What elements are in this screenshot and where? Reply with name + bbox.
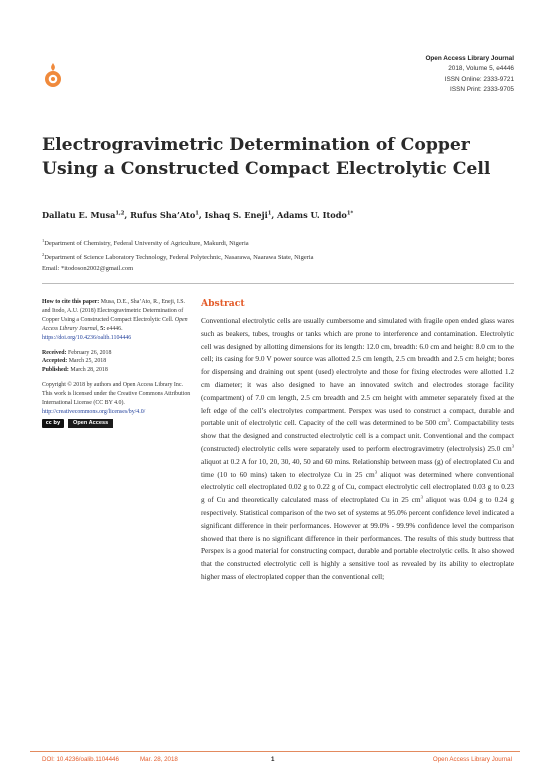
- cite-volume: 5:: [100, 325, 106, 332]
- footer-doi[interactable]: DOI: 10.4236/oalib.1104446: [42, 756, 119, 763]
- license-link[interactable]: http://creativecommons.org/licenses/by/4.0/: [42, 408, 146, 415]
- author-name: Dallatu E. Musa: [42, 210, 116, 220]
- accepted-label: Accepted:: [42, 358, 68, 365]
- abstract-body: [201, 315, 514, 584]
- author-affiliation-mark: 1*: [346, 210, 354, 217]
- affiliation-number: 1: [42, 238, 45, 243]
- received-value: February 26, 2018: [68, 349, 112, 356]
- footer-divider: [30, 751, 520, 752]
- received-date: [42, 349, 194, 358]
- affiliation-text: Department of Science Laboratory Technology, Federal Polytechnic, Nasarawa, Naarawa State, Nigeria: [44, 253, 314, 261]
- cite-label: How to cite this paper:: [42, 299, 100, 305]
- issn-online: ISSN Online: 2333-9721: [444, 75, 514, 83]
- cc-by-icon: cc by: [42, 419, 64, 428]
- author-name: Rufus Sha’Ato: [130, 210, 196, 220]
- journal-logo-icon: [42, 62, 64, 88]
- affiliation-line: [42, 236, 314, 250]
- author-separator: ,: [271, 210, 278, 220]
- published-date: [42, 366, 194, 375]
- cite-text: Musa, D.E., Sha’Ato, R., Eneji, I.S. and Itodo, A.U. (2018) Electrogravimetric Determination of Copper Using a Constructed Compact Electrolytic Cell.: [42, 299, 186, 323]
- page-number: 1: [271, 756, 275, 763]
- license-badges: [42, 419, 194, 428]
- author-separator: ,: [198, 210, 205, 220]
- license-notice: This work is licensed under the Creative Commons Attribution International License (CC BY 4.0).: [42, 391, 191, 407]
- author-name: Adams U. Itodo: [277, 210, 347, 220]
- accepted-date: [42, 357, 194, 366]
- citation-block: [42, 298, 194, 343]
- footer-journal-name: Open Access Library Journal: [432, 756, 512, 763]
- received-label: Received:: [42, 349, 67, 356]
- header-divider: [42, 283, 514, 284]
- published-label: Published:: [42, 367, 69, 374]
- abstract-text: aliquot at 0.2 A for 10, 20, 30, 40, 50 and 60 mins. Relationship between mass (g) of electroplated Cu and time (10 to 60 mins) taken to electrolyze Cu in 25 cm: [201, 456, 514, 479]
- abstract-text: Conventional electrolytic cells are usually cumbersome and simulated with fragile open ended glass wares such as beakers, tubes, troughs or tanks which are prone to interference and contamination. Electrolytic cell was designed by allotting dimensions for its length: 12.0 cm, breadth: 6.0 cm and height: 8.0 cm to the cell; its casing for 9.0 V power source was allotted 2.5 cm length, 2.5 cm breadth and 2.5 cm height; bores for dispensing and draining out spent (used) electrolyte and those for fixing electrodes were allotted 1.2 cm diameter; it was also designed to have an innovated switch and electrodes storage facility (compartment) of 7.0 cm length, 2.5 cm breadth and 2.5 cm height with ammeter separately fixed at the left edge of the cell’s electrolytes compartment. Perspex was used to construct a compact, durable and portable unit of electrolytic cell. Capacity of the cell was determined to be 500 cm: [201, 316, 514, 428]
- journal-info: [425, 54, 514, 95]
- affiliations: [42, 236, 314, 274]
- author-name: Ishaq S. Eneji: [204, 210, 268, 220]
- affiliation-number: 2: [42, 251, 45, 257]
- abstract-text: . Compactability tests show that the designed and constructed electrolytic cell is a compact unit. Conventional and the compact (constructed) electrolytic cells were separately used to perform electrogravimetry (electrolysis) 25.0 cm: [201, 418, 515, 453]
- author-affiliation-mark: 1,2: [115, 210, 125, 217]
- affiliation-text: Department of Chemistry, Federal University of Agriculture, Makurdi, Nigeria: [44, 240, 249, 248]
- abstract-text: aliquot was determined where conventional electrolytic cell electroplated 0.02 g to 0.22 g of Cu, compact electrolytic cell electroplated 0.03 g to 0.23 g of Cu and theoretically calculated mass of electroplated Cu in 25 cm: [201, 469, 514, 505]
- cite-article: e4446.: [106, 325, 123, 332]
- doi-link[interactable]: https://doi.org/10.4236/oalib.1104446: [42, 334, 132, 341]
- abstract-superscript: 3: [511, 443, 514, 449]
- author-affiliation-mark: 1: [195, 210, 199, 217]
- issn-print: ISSN Print: 2333-9705: [450, 85, 514, 93]
- copyright-notice: Copyright © 2018 by authors and Open Access Library Inc.: [42, 382, 183, 389]
- published-value: March 28, 2018: [70, 367, 108, 374]
- cite-journal: Open Access Library Journal,: [42, 316, 188, 332]
- author-affiliation-mark: 1: [267, 210, 272, 217]
- footer-date: Mar. 28, 2018: [140, 756, 178, 763]
- journal-name: Open Access Library Journal: [425, 55, 514, 62]
- open-access-badge: Open Access: [68, 419, 113, 428]
- author-separator: ,: [124, 210, 131, 220]
- author-list: [42, 210, 353, 220]
- article-sidebar: [42, 298, 194, 428]
- abstract-heading: Abstract: [201, 298, 245, 309]
- abstract-superscript: 3: [447, 417, 450, 423]
- accepted-value: March 25, 2018: [68, 358, 107, 365]
- corresponding-email[interactable]: Email: *itodoson2002@gmail.com: [42, 264, 134, 272]
- abstract-superscript: 3: [420, 494, 423, 500]
- paper-title: Electrogravimetric Determination of Copper Using a Constructed Compact Electrolytic Cell: [42, 135, 491, 179]
- abstract-text: aliquot was 0.04 g to 0.24 g respectively. Statistical comparison of the two set of systems at 95.0% percent confidence level indicated a significant difference in their performances. However at 99.0% - 99.9% confidence level the comparison showed that there is no significant difference in their performances. The results of this study buttress that Perspex is a good material for constructing compact, durable and portable electrolytic cells. It also showed that the constructed electrolytic cell is highly a sensitive tool as revealed by its ability to electroplate higher mass of electroplated copper than the conventional cell;: [201, 495, 514, 581]
- abstract-superscript: 3: [374, 469, 377, 475]
- affiliation-line: [42, 250, 314, 264]
- journal-volume: 2018, Volume 5, e4446: [448, 65, 514, 73]
